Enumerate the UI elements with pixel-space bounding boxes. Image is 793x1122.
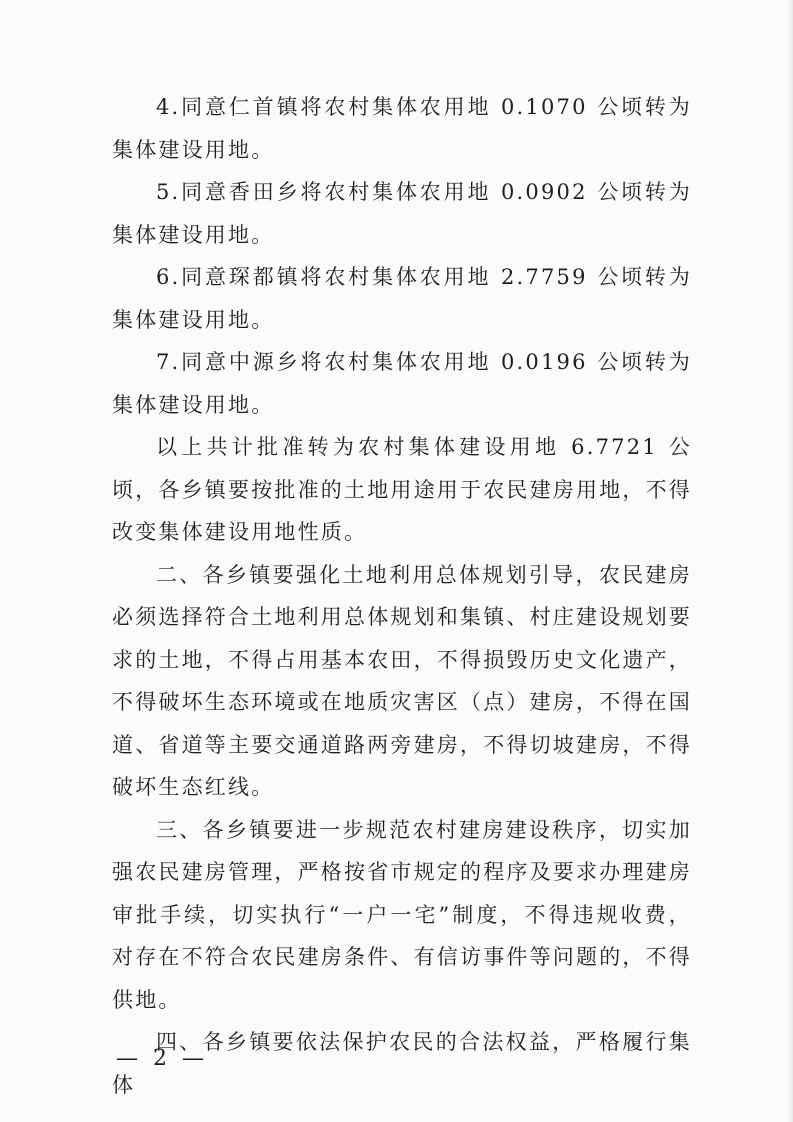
paragraph-item-7: 7.同意中源乡将农村集体农用地 0.0196 公顷转为集体建设用地。 — [112, 350, 692, 417]
paragraph-summary: 以上共计批准转为农村集体建设用地 6.7721 公顷，各乡镇要按批准的土地用途用于农民建房用地，不得改变集体建设用地性质。 — [112, 435, 692, 544]
paragraph-section-three: 三、各乡镇要进一步规范农村建房建设秩序，切实加强农民建房管理，严格按省市规定的程序及要求办理建房审批手续，切实执行“一户一宅”制度，不得违规收费，对存在不符合农民建房条件、有信访事件等问题的，不得供地。 — [112, 817, 692, 1012]
paragraph-item-6: 6.同意琛都镇将农村集体农用地 2.7759 公顷转为集体建设用地。 — [112, 265, 692, 332]
paragraph-item-5: 5.同意香田乡将农村集体农用地 0.0902 公顷转为集体建设用地。 — [112, 180, 692, 247]
paragraph-section-two: 二、各乡镇要强化土地利用总体规划引导，农民建房必须选择符合土地利用总体规划和集镇、村庄建设规划要求的土地，不得占用基本农田，不得损毁历史文化遗产，不得破坏生态环境或在地质灾害区（点）建房，不得在国道、省道等主要交通道路两旁建房，不得切坡建房，不得破坏生态红线。 — [112, 562, 692, 799]
paragraph-section-four: 四、各乡镇要依法保护农民的合法权益，严格履行集体 — [112, 1030, 692, 1097]
page-edge-shadow — [787, 0, 793, 1122]
paragraph-item-4: 4.同意仁首镇将农村集体农用地 0.1070 公顷转为集体建设用地。 — [112, 95, 692, 162]
page-number: — 2 — — [116, 1046, 208, 1071]
document-body — [112, 86, 692, 1106]
